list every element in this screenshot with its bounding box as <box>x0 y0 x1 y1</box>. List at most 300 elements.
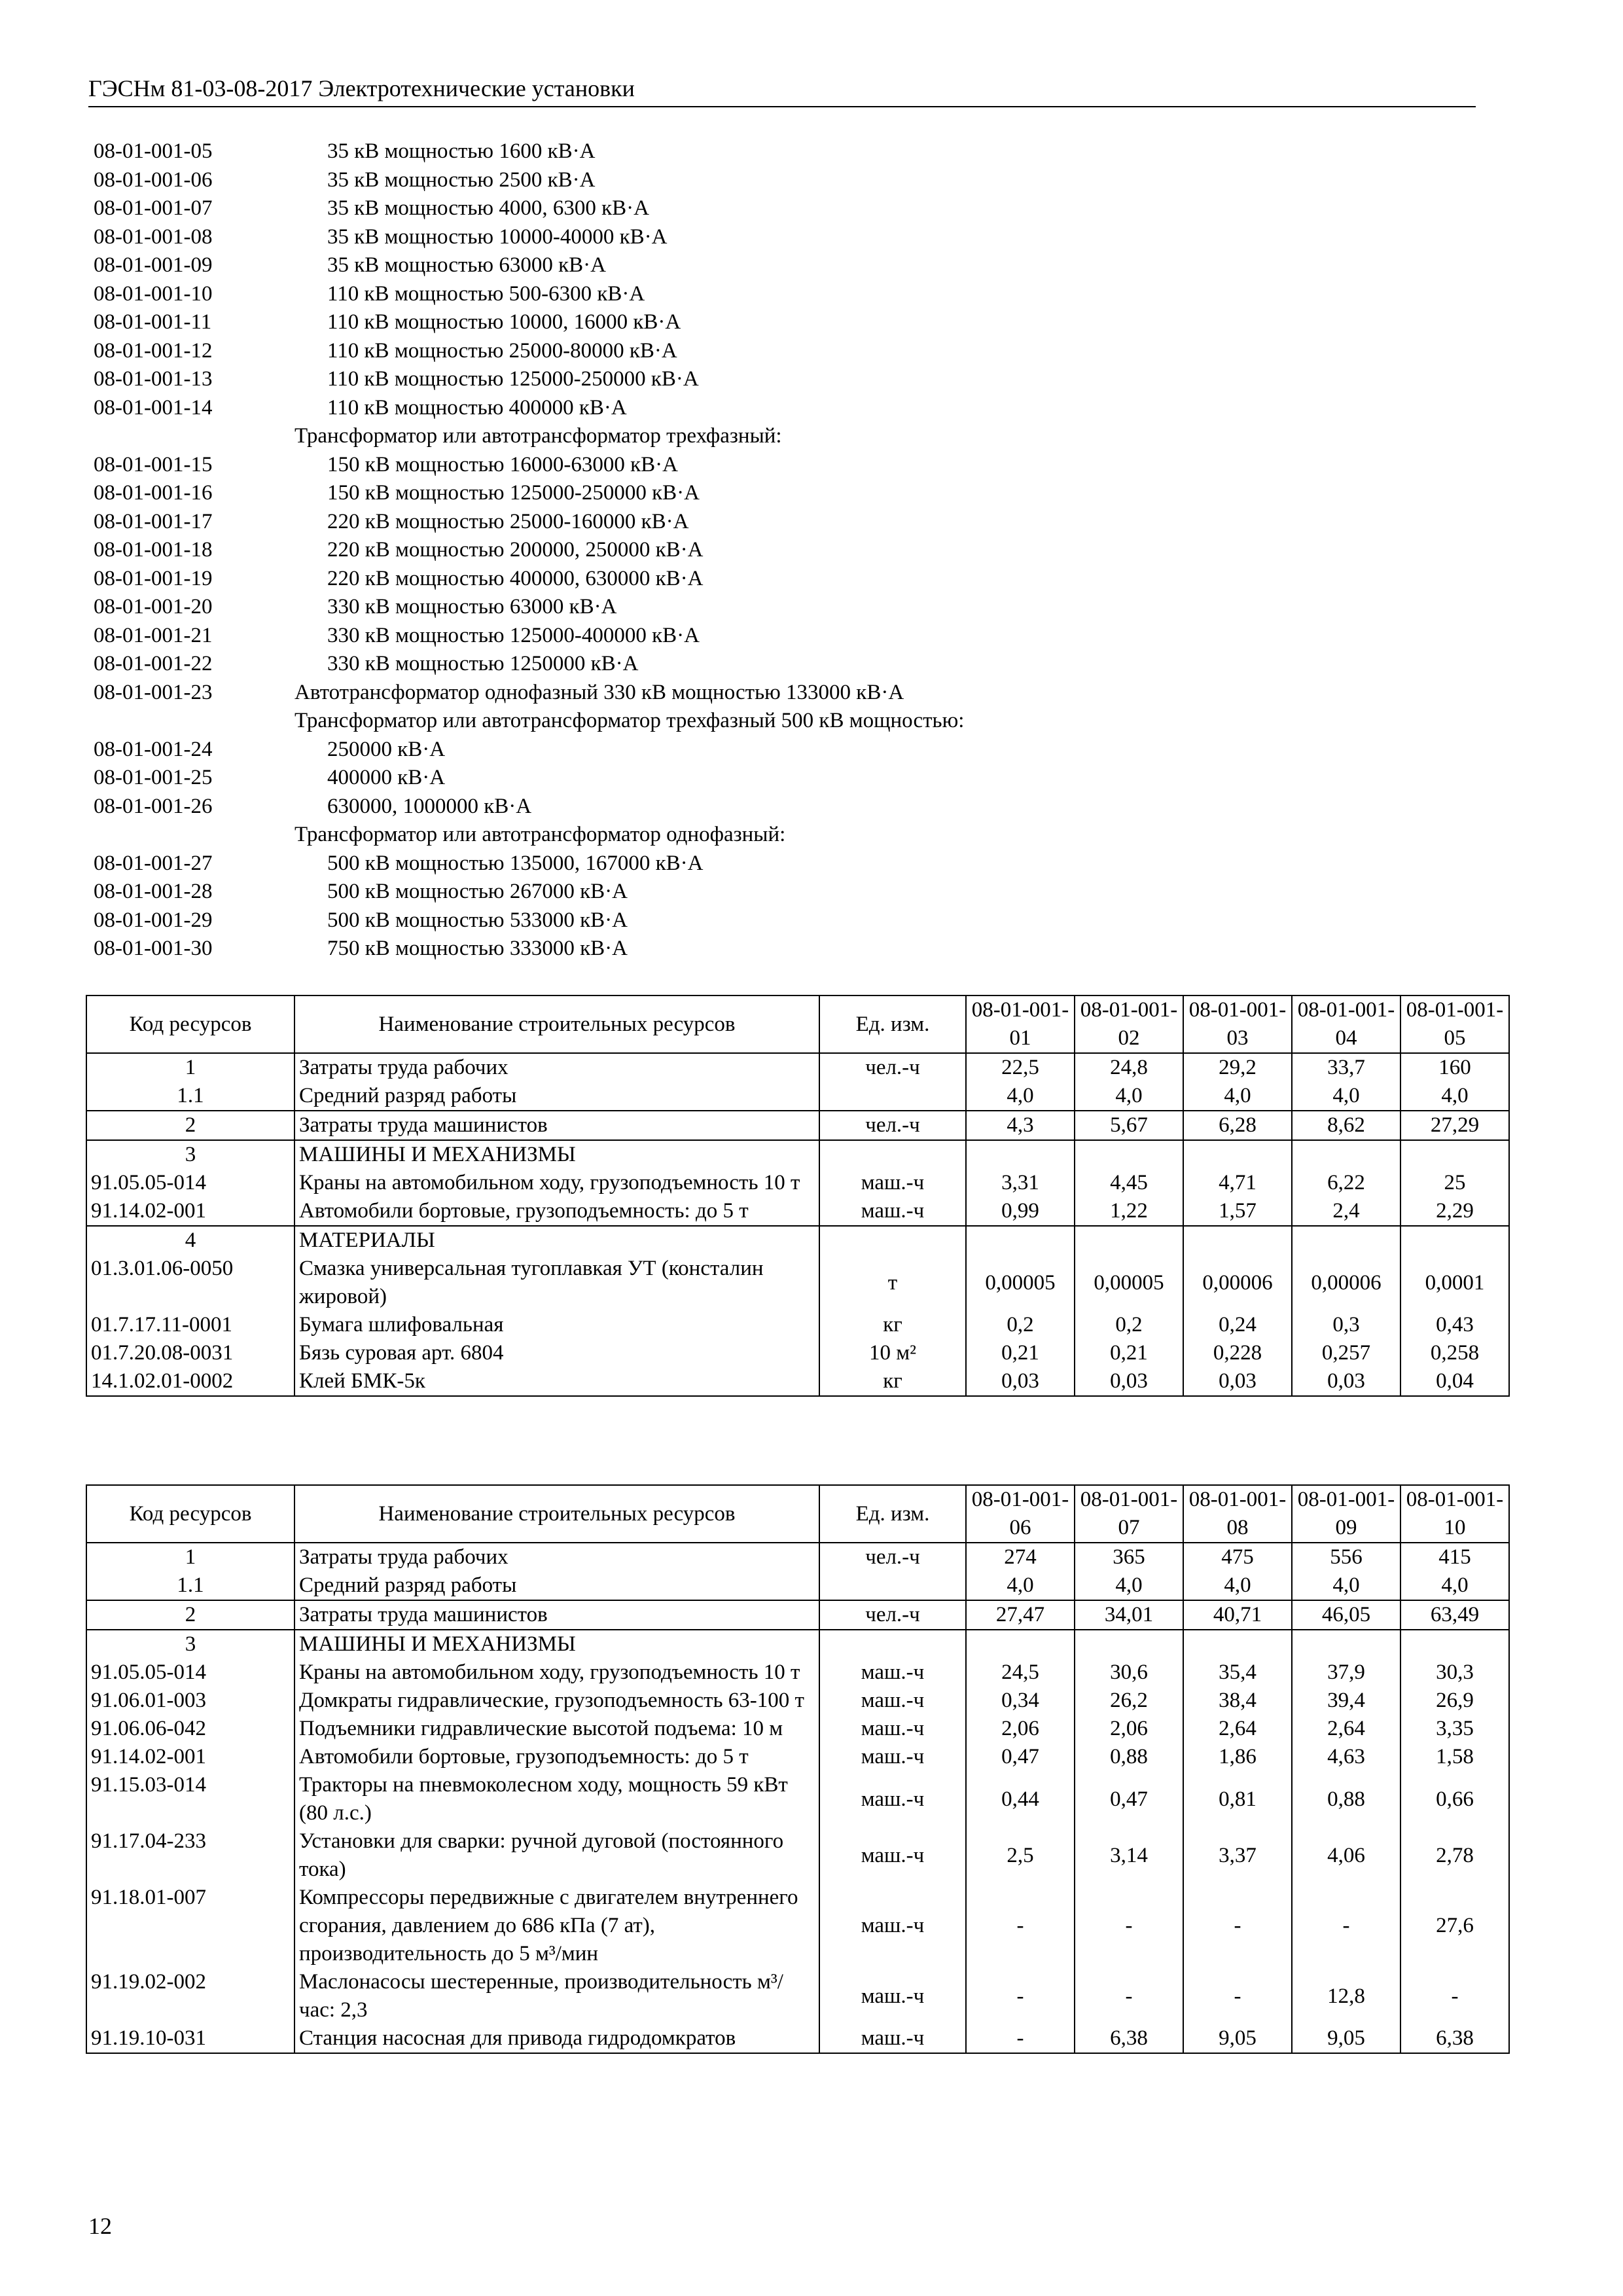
resource-value: 0,03 <box>1292 1367 1400 1396</box>
resource-name: Средний разряд работы <box>294 1571 819 1600</box>
code-list-code: 08-01-001-06 <box>94 168 213 192</box>
resource-value: 24,5 <box>966 1659 1075 1687</box>
resource-value <box>1400 1140 1509 1169</box>
resource-value: 6,22 <box>1292 1169 1400 1197</box>
resource-value: 6,38 <box>1075 2024 1183 2053</box>
resource-value: - <box>966 1968 1075 2024</box>
resource-value: 0,3 <box>1292 1311 1400 1339</box>
resource-value <box>1400 1630 1509 1659</box>
resource-code: 91.17.04-233 <box>86 1827 294 1884</box>
resource-value <box>1292 1630 1400 1659</box>
resource-value: 25 <box>1400 1169 1509 1197</box>
code-list-name: 35 кВ мощностью 63000 кВ·А <box>327 253 606 277</box>
resource-unit: чел.-ч <box>819 1111 966 1140</box>
resource-code: 91.05.05-014 <box>86 1169 294 1197</box>
resource-unit: маш.-ч <box>819 1884 966 1968</box>
code-list-item <box>94 565 1468 594</box>
resource-unit: т <box>819 1255 966 1311</box>
resource-value: 0,21 <box>1075 1339 1183 1367</box>
code-list-item <box>94 422 1468 451</box>
resource-name: МАШИНЫ И МЕХАНИЗМЫ <box>294 1630 819 1659</box>
resource-code: 91.19.10-031 <box>86 2024 294 2053</box>
code-list-name: Автотрансформатор однофазный 330 кВ мощностью 133000 кВ·А <box>294 680 904 704</box>
resource-value: 0,88 <box>1075 1743 1183 1771</box>
resource-code: 2 <box>86 1111 294 1140</box>
code-list-code: 08-01-001-16 <box>94 481 213 505</box>
column-header: 08-01-001-07 <box>1075 1485 1183 1543</box>
resource-value: 1,22 <box>1075 1197 1183 1226</box>
resource-value: 2,5 <box>966 1827 1075 1884</box>
code-list-item <box>94 906 1468 935</box>
table-row <box>86 1169 1509 1197</box>
resource-table-2 <box>86 1484 1510 2054</box>
code-list-name: 500 кВ мощностью 533000 кВ·А <box>327 908 628 932</box>
code-list-name: 500 кВ мощностью 267000 кВ·А <box>327 880 628 903</box>
resource-unit: маш.-ч <box>819 1659 966 1687</box>
resource-value: 4,71 <box>1183 1169 1292 1197</box>
resource-value: 24,8 <box>1075 1053 1183 1082</box>
code-list-item <box>94 137 1468 166</box>
table-row <box>86 1255 1509 1311</box>
resource-unit <box>819 1630 966 1659</box>
resource-value: 3,31 <box>966 1169 1075 1197</box>
code-list-item <box>94 194 1468 223</box>
column-header: 08-01-001-08 <box>1183 1485 1292 1543</box>
resource-value: 4,0 <box>1292 1571 1400 1600</box>
column-header: Код ресурсов <box>86 1485 294 1543</box>
resource-value: 33,7 <box>1292 1053 1400 1082</box>
resource-code: 3 <box>86 1630 294 1659</box>
table-row <box>86 1367 1509 1396</box>
resource-value: 556 <box>1292 1543 1400 1571</box>
resource-code: 01.7.17.11-0001 <box>86 1311 294 1339</box>
code-list-item <box>94 308 1468 337</box>
column-header: 08-01-001-02 <box>1075 996 1183 1053</box>
resource-value: 26,2 <box>1075 1687 1183 1715</box>
resource-unit: кг <box>819 1367 966 1396</box>
code-list-code: 08-01-001-30 <box>94 937 213 960</box>
resource-value: 0,228 <box>1183 1339 1292 1367</box>
resource-value: 0,03 <box>966 1367 1075 1396</box>
resource-value: 0,03 <box>1183 1367 1292 1396</box>
resource-code: 2 <box>86 1600 294 1630</box>
column-header: 08-01-001-03 <box>1183 996 1292 1053</box>
resource-value: 35,4 <box>1183 1659 1292 1687</box>
resource-value: 3,37 <box>1183 1827 1292 1884</box>
resource-code: 4 <box>86 1226 294 1255</box>
resource-value: 0,258 <box>1400 1339 1509 1367</box>
code-list-name: 500 кВ мощностью 135000, 167000 кВ·А <box>327 851 704 875</box>
code-list-name: 35 кВ мощностью 1600 кВ·А <box>327 139 596 163</box>
resource-value <box>966 1226 1075 1255</box>
resource-name: Средний разряд работы <box>294 1082 819 1111</box>
resource-code: 91.15.03-014 <box>86 1771 294 1827</box>
resource-value: 2,29 <box>1400 1197 1509 1226</box>
resource-value: 4,0 <box>1400 1082 1509 1111</box>
table-row <box>86 1659 1509 1687</box>
resource-value: - <box>966 2024 1075 2053</box>
code-list-item <box>94 223 1468 252</box>
table-row <box>86 1571 1509 1600</box>
resource-unit <box>819 1140 966 1169</box>
code-list-item <box>94 337 1468 366</box>
resource-value: - <box>1075 1884 1183 1968</box>
resource-unit: маш.-ч <box>819 1715 966 1743</box>
code-list-name: 110 кВ мощностью 10000, 16000 кВ·А <box>327 310 681 334</box>
table-row <box>86 1827 1509 1884</box>
code-list-code: 08-01-001-05 <box>94 139 213 163</box>
resource-value: 0,47 <box>1075 1771 1183 1827</box>
resource-value: 9,05 <box>1292 2024 1400 2053</box>
resource-unit <box>819 1571 966 1600</box>
resource-value <box>1075 1630 1183 1659</box>
code-list-item <box>94 821 1468 850</box>
code-list-code: 08-01-001-25 <box>94 766 213 789</box>
resource-value: 12,8 <box>1292 1968 1400 2024</box>
code-list-item <box>94 479 1468 508</box>
code-list-item <box>94 878 1468 906</box>
resource-value: 0,00005 <box>1075 1255 1183 1311</box>
column-header: 08-01-001-01 <box>966 996 1075 1053</box>
code-list-item <box>94 935 1468 963</box>
resource-value: 1,86 <box>1183 1743 1292 1771</box>
resource-value: 475 <box>1183 1543 1292 1571</box>
table-row <box>86 1715 1509 1743</box>
code-list-item <box>94 593 1468 622</box>
resource-value: 29,2 <box>1183 1053 1292 1082</box>
resource-code: 1.1 <box>86 1082 294 1111</box>
resource-value <box>1075 1140 1183 1169</box>
code-list-item <box>94 365 1468 394</box>
resource-value: 30,3 <box>1400 1659 1509 1687</box>
resource-value: 46,05 <box>1292 1600 1400 1630</box>
resource-value: 0,04 <box>1400 1367 1509 1396</box>
resource-value <box>966 1630 1075 1659</box>
resource-code: 91.14.02-001 <box>86 1197 294 1226</box>
table-row <box>86 1771 1509 1827</box>
resource-value: 0,24 <box>1183 1311 1292 1339</box>
resource-name: Компрессоры передвижные с двигателем внутреннего сгорания, давлением до 686 кПа (7 ат), производительность до 5 м³/мин <box>294 1884 819 1968</box>
code-list-name: 250000 кВ·А <box>327 737 446 761</box>
resource-value: 8,62 <box>1292 1111 1400 1140</box>
resource-unit: маш.-ч <box>819 1743 966 1771</box>
resource-value: 365 <box>1075 1543 1183 1571</box>
resource-value: 4,0 <box>1400 1571 1509 1600</box>
resource-value: 4,0 <box>1183 1571 1292 1600</box>
code-list-code: 08-01-001-11 <box>94 310 212 334</box>
resource-value: 2,06 <box>1075 1715 1183 1743</box>
code-list-name: 110 кВ мощностью 25000-80000 кВ·А <box>327 338 677 363</box>
resource-code: 91.05.05-014 <box>86 1659 294 1687</box>
resource-value: - <box>1075 1968 1183 2024</box>
resource-value: 34,01 <box>1075 1600 1183 1630</box>
resource-name: Бязь суровая арт. 6804 <box>294 1339 819 1367</box>
resource-value: 2,06 <box>966 1715 1075 1743</box>
resource-value: 2,78 <box>1400 1827 1509 1884</box>
table-row <box>86 1687 1509 1715</box>
resource-name: Установки для сварки: ручной дуговой (постоянного тока) <box>294 1827 819 1884</box>
code-list-code: 08-01-001-28 <box>94 880 213 903</box>
resource-value <box>1292 1226 1400 1255</box>
code-list-name: 750 кВ мощностью 333000 кВ·А <box>327 937 628 960</box>
resource-code: 1.1 <box>86 1571 294 1600</box>
resource-unit: чел.-ч <box>819 1543 966 1571</box>
table-row <box>86 1111 1509 1140</box>
code-list-name: 35 кВ мощностью 10000-40000 кВ·А <box>327 224 668 249</box>
resource-value: 4,0 <box>1183 1082 1292 1111</box>
table-row <box>86 1743 1509 1771</box>
code-list-code: 08-01-001-23 <box>94 680 213 704</box>
code-list-code: 08-01-001-26 <box>94 794 213 818</box>
code-list-item <box>94 166 1468 195</box>
code-list-name: 630000, 1000000 кВ·А <box>327 794 532 818</box>
resource-value: 30,6 <box>1075 1659 1183 1687</box>
resource-code: 01.3.01.06-0050 <box>86 1255 294 1311</box>
resource-code: 91.19.02-002 <box>86 1968 294 2024</box>
resource-value: - <box>1400 1968 1509 2024</box>
resource-value: - <box>966 1884 1075 1968</box>
code-list-code: 08-01-001-14 <box>94 395 213 420</box>
code-list-name: 220 кВ мощностью 25000-160000 кВ·А <box>327 509 689 533</box>
code-list-code: 08-01-001-15 <box>94 452 213 476</box>
resource-value: 2,64 <box>1292 1715 1400 1743</box>
code-list-name: 110 кВ мощностью 125000-250000 кВ·А <box>327 367 699 391</box>
code-list-code: 08-01-001-13 <box>94 367 213 391</box>
resource-value: 0,00006 <box>1292 1255 1400 1311</box>
column-header: Наименование строительных ресурсов <box>294 996 819 1053</box>
resource-code: 3 <box>86 1140 294 1169</box>
code-list-name: 35 кВ мощностью 2500 кВ·А <box>327 168 596 192</box>
resource-value: 4,63 <box>1292 1743 1400 1771</box>
resource-value: 4,0 <box>966 1571 1075 1600</box>
resource-name: Затраты труда рабочих <box>294 1543 819 1571</box>
code-list-item <box>94 707 1468 736</box>
resource-value: 0,44 <box>966 1771 1075 1827</box>
resource-value <box>1400 1226 1509 1255</box>
column-header: Код ресурсов <box>86 996 294 1053</box>
resource-value: 0,03 <box>1075 1367 1183 1396</box>
code-list-name: 220 кВ мощностью 400000, 630000 кВ·А <box>327 566 704 590</box>
resource-unit <box>819 1226 966 1255</box>
resource-unit: маш.-ч <box>819 1968 966 2024</box>
table-row <box>86 1053 1509 1082</box>
code-list-name: 110 кВ мощностью 500-6300 кВ·А <box>327 281 645 306</box>
code-list-item <box>94 764 1468 793</box>
code-list-name: 35 кВ мощностью 4000, 6300 кВ·А <box>327 196 649 220</box>
code-list <box>94 137 1468 963</box>
resource-unit: чел.-ч <box>819 1053 966 1082</box>
column-header: Ед. изм. <box>819 1485 966 1543</box>
resource-value: 0,34 <box>966 1687 1075 1715</box>
resource-value: - <box>1183 1884 1292 1968</box>
resource-unit: чел.-ч <box>819 1600 966 1630</box>
resource-value: 40,71 <box>1183 1600 1292 1630</box>
resource-value: 0,00005 <box>966 1255 1075 1311</box>
resource-value: 1,57 <box>1183 1197 1292 1226</box>
resource-name: Маслонасосы шестеренные, производительность м³/час: 2,3 <box>294 1968 819 2024</box>
code-list-name: Трансформатор или автотрансформатор однофазный: <box>294 823 786 846</box>
table-row <box>86 1884 1509 1968</box>
code-list-name: Трансформатор или автотрансформатор трехфазный 500 кВ мощностью: <box>294 709 965 732</box>
resource-value: 0,2 <box>966 1311 1075 1339</box>
resource-code: 1 <box>86 1543 294 1571</box>
resource-value: 160 <box>1400 1053 1509 1082</box>
resource-value: - <box>1183 1968 1292 2024</box>
resource-value: 63,49 <box>1400 1600 1509 1630</box>
resource-name: Краны на автомобильном ходу, грузоподъемность 10 т <box>294 1169 819 1197</box>
resource-unit: маш.-ч <box>819 2024 966 2053</box>
resource-value: 0,81 <box>1183 1771 1292 1827</box>
table-row <box>86 1082 1509 1111</box>
resource-unit: 10 м² <box>819 1339 966 1367</box>
code-list-name: 220 кВ мощностью 200000, 250000 кВ·А <box>327 538 704 562</box>
resource-unit: маш.-ч <box>819 1827 966 1884</box>
resource-value: 5,67 <box>1075 1111 1183 1140</box>
table-row <box>86 1197 1509 1226</box>
resource-value: 2,64 <box>1183 1715 1292 1743</box>
resource-value: 3,14 <box>1075 1827 1183 1884</box>
resource-value: 4,0 <box>1292 1082 1400 1111</box>
code-list-code: 08-01-001-10 <box>94 281 213 306</box>
resource-value: 4,06 <box>1292 1827 1400 1884</box>
resource-value: 27,29 <box>1400 1111 1509 1140</box>
code-list-code: 08-01-001-21 <box>94 623 213 647</box>
resource-table-1 <box>86 995 1510 1397</box>
column-header: 08-01-001-10 <box>1400 1485 1509 1543</box>
code-list-name: 330 кВ мощностью 63000 кВ·А <box>327 595 617 619</box>
code-list-code: 08-01-001-12 <box>94 338 213 363</box>
resource-name: Смазка универсальная тугоплавкая УТ (консталин жировой) <box>294 1255 819 1311</box>
table-row <box>86 2024 1509 2053</box>
resource-name: Подъемники гидравлические высотой подъема: 10 м <box>294 1715 819 1743</box>
code-list-code: 08-01-001-22 <box>94 652 213 675</box>
resource-unit: маш.-ч <box>819 1197 966 1226</box>
resource-value <box>966 1140 1075 1169</box>
code-list-item <box>94 508 1468 537</box>
code-list-item <box>94 394 1468 423</box>
table-row <box>86 1968 1509 2024</box>
resource-code: 91.14.02-001 <box>86 1743 294 1771</box>
resource-unit: маш.-ч <box>819 1687 966 1715</box>
header-title: ГЭСНм 81-03-08-2017 Электротехнические установки <box>88 75 635 101</box>
resource-value: 27,6 <box>1400 1884 1509 1968</box>
resource-value: 38,4 <box>1183 1687 1292 1715</box>
code-list-code: 08-01-001-24 <box>94 737 213 761</box>
resource-name: Автомобили бортовые, грузоподъемность: до 5 т <box>294 1743 819 1771</box>
resource-code: 14.1.02.01-0002 <box>86 1367 294 1396</box>
code-list-name: Трансформатор или автотрансформатор трехфазный: <box>294 424 782 448</box>
resource-value: 26,9 <box>1400 1687 1509 1715</box>
table-row <box>86 1339 1509 1367</box>
resource-unit: кг <box>819 1311 966 1339</box>
resource-name: МАШИНЫ И МЕХАНИЗМЫ <box>294 1140 819 1169</box>
table-row <box>86 1543 1509 1571</box>
resource-value: 274 <box>966 1543 1075 1571</box>
resource-value: 9,05 <box>1183 2024 1292 2053</box>
resource-code: 91.06.06-042 <box>86 1715 294 1743</box>
resource-name: МАТЕРИАЛЫ <box>294 1226 819 1255</box>
section-row <box>86 1226 1509 1255</box>
resource-value: 27,47 <box>966 1600 1075 1630</box>
code-list-item <box>94 451 1468 480</box>
resource-name: Затраты труда рабочих <box>294 1053 819 1082</box>
section-row <box>86 1630 1509 1659</box>
resource-name: Затраты труда машинистов <box>294 1111 819 1140</box>
resource-value: 6,38 <box>1400 2024 1509 2053</box>
resource-value: 0,257 <box>1292 1339 1400 1367</box>
resource-value: 2,4 <box>1292 1197 1400 1226</box>
resource-value: 0,0001 <box>1400 1255 1509 1311</box>
resource-value: 0,00006 <box>1183 1255 1292 1311</box>
resource-value: 0,99 <box>966 1197 1075 1226</box>
resource-unit: маш.-ч <box>819 1771 966 1827</box>
resource-value: 37,9 <box>1292 1659 1400 1687</box>
resource-value: 415 <box>1400 1543 1509 1571</box>
resource-value <box>1183 1140 1292 1169</box>
column-header: 08-01-001-05 <box>1400 996 1509 1053</box>
resource-value: 4,0 <box>1075 1571 1183 1600</box>
code-list-item <box>94 280 1468 309</box>
resource-value: 4,0 <box>1075 1082 1183 1111</box>
resource-value: 39,4 <box>1292 1687 1400 1715</box>
resource-code: 01.7.20.08-0031 <box>86 1339 294 1367</box>
resource-code: 91.18.01-007 <box>86 1884 294 1968</box>
resource-value: 1,58 <box>1400 1743 1509 1771</box>
code-list-code: 08-01-001-09 <box>94 253 213 277</box>
page-header <box>88 73 1476 107</box>
resource-value: 4,0 <box>966 1082 1075 1111</box>
code-list-item <box>94 793 1468 821</box>
code-list-name: 330 кВ мощностью 1250000 кВ·А <box>327 652 639 675</box>
resource-value: 0,21 <box>966 1339 1075 1367</box>
resource-value: 6,28 <box>1183 1111 1292 1140</box>
code-list-code: 08-01-001-27 <box>94 851 213 875</box>
code-list-item <box>94 679 1468 708</box>
code-list-name: 150 кВ мощностью 16000-63000 кВ·А <box>327 452 678 476</box>
code-list-code: 08-01-001-19 <box>94 566 213 590</box>
code-list-code: 08-01-001-08 <box>94 224 213 249</box>
resource-value: 0,2 <box>1075 1311 1183 1339</box>
code-list-item <box>94 536 1468 565</box>
code-list-name: 150 кВ мощностью 125000-250000 кВ·А <box>327 481 700 505</box>
resource-unit: маш.-ч <box>819 1169 966 1197</box>
resource-name: Автомобили бортовые, грузоподъемность: до 5 т <box>294 1197 819 1226</box>
resource-name: Тракторы на пневмоколесном ходу, мощность 59 кВт (80 л.с.) <box>294 1771 819 1827</box>
resource-value: - <box>1292 1884 1400 1968</box>
code-list-item <box>94 650 1468 679</box>
resource-value <box>1292 1140 1400 1169</box>
code-list-name: 110 кВ мощностью 400000 кВ·А <box>327 395 627 420</box>
code-list-code: 08-01-001-18 <box>94 538 213 562</box>
resource-unit <box>819 1082 966 1111</box>
table-row <box>86 1311 1509 1339</box>
resource-name: Бумага шлифовальная <box>294 1311 819 1339</box>
code-list-name: 400000 кВ·А <box>327 766 446 789</box>
resource-value <box>1075 1226 1183 1255</box>
resource-name: Домкраты гидравлические, грузоподъемность 63-100 т <box>294 1687 819 1715</box>
resource-name: Станция насосная для привода гидродомкратов <box>294 2024 819 2053</box>
resource-name: Краны на автомобильном ходу, грузоподъемность 10 т <box>294 1659 819 1687</box>
resource-code: 91.06.01-003 <box>86 1687 294 1715</box>
code-list-item <box>94 850 1468 878</box>
column-header: 08-01-001-09 <box>1292 1485 1400 1543</box>
resource-code: 1 <box>86 1053 294 1082</box>
code-list-code: 08-01-001-29 <box>94 908 213 932</box>
resource-value: 3,35 <box>1400 1715 1509 1743</box>
column-header: 08-01-001-04 <box>1292 996 1400 1053</box>
resource-value: 4,3 <box>966 1111 1075 1140</box>
resource-value: 22,5 <box>966 1053 1075 1082</box>
